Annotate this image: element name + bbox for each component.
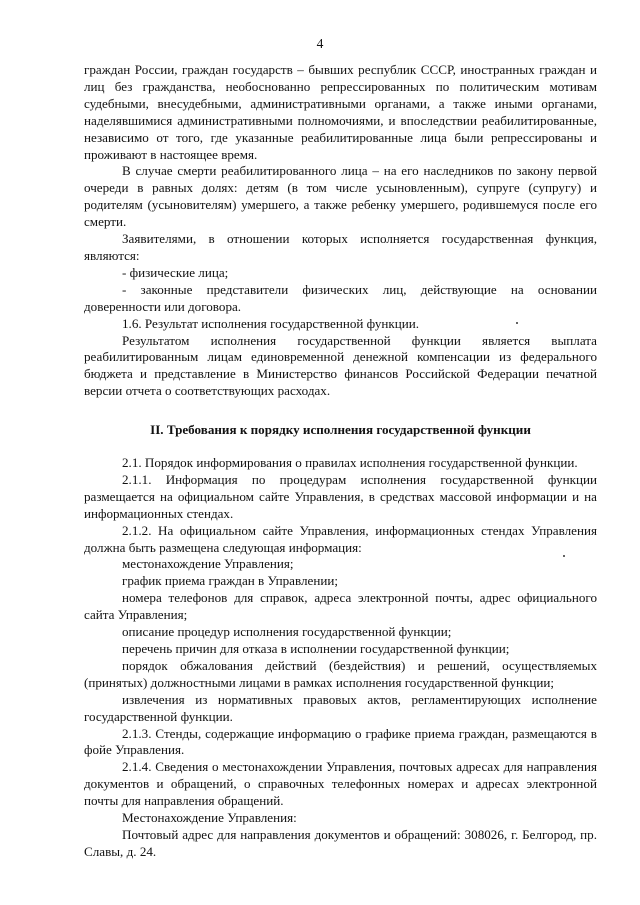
paragraph-location-label: Местонахождение Управления:: [122, 810, 297, 826]
paragraph-2-1-4: 2.1.4. Сведения о местонахождении Управления, почтовых адресах для направления документов и обращений, о справочных телефонных номерах и адресах электронной почты для направления обращений.: [84, 759, 597, 809]
section-heading: II. Требования к порядку исполнения государственной функции: [150, 422, 531, 438]
list-item-individuals: - физические лица;: [122, 264, 229, 280]
paragraph-2-1-2: 2.1.2. На официальном сайте Управления, информационных стендах Управления должна быть размещена следующая информация:: [84, 522, 597, 555]
paragraph-continuation: граждан России, граждан государств – бывших республик СССР, иностранных граждан и лиц без гражданства, необоснованно репрессированных по политическим мотивам судебными, внесудебными, административными органами, а также иными органами, наделявшимися административными полномочиями, и впоследствии реабилитированные, независимо от того, где указанные реабилитированные лица были репрессированы и проживают в настоящее время.: [84, 62, 597, 162]
list-item-location: местонахождение Управления;: [122, 556, 294, 572]
paragraph-result: Результатом исполнения государственной функции является выплата реабилитированным лицам единовременной денежной компенсации из федерального бюджета и представление в Министерство финансов Российской Федерации печатной версии отчета о соответствующих расходах.: [84, 332, 597, 399]
list-item-procedures: описание процедур исполнения государственной функции;: [122, 624, 452, 640]
document-body: [84, 62, 597, 861]
paragraph-2-1-1: 2.1.1. Информация по процедурам исполнения государственной функции размещается на официальном сайте Управления, в средствах массовой информации и на информационных стендах.: [84, 471, 597, 521]
page-number: 4: [316, 36, 324, 51]
list-item-appeal-procedure: порядок обжалования действий (бездействия) и решений, осуществляемых (принятых) должностными лицами в рамках исполнения государственной функции;: [84, 657, 597, 690]
scan-speck: [516, 322, 518, 324]
paragraph-heirs: В случае смерти реабилитированного лица – на его наследников по закону первой очереди в равных долях: детям (в том числе усыновленным), супруге (супругу) и родителям (усыновителям) умершего, а также ребенку умершего, родившемуся после его смерти.: [84, 163, 597, 230]
paragraph-applicants: Заявителями, в отношении которых исполняется государственная функция, являются:: [84, 231, 597, 263]
paragraph-postal-address: Почтовый адрес для направления документов и обращений: 308026, г. Белгород, пр. Славы, д. 24.: [84, 826, 597, 859]
list-item-schedule: график приема граждан в Управлении;: [122, 573, 338, 589]
scan-speck: [563, 555, 565, 557]
list-item-legal-extracts: извлечения из нормативных правовых актов, регламентирующих исполнение государственной функции.: [84, 691, 597, 724]
paragraph-2-1: 2.1. Порядок информирования о правилах исполнения государственной функции.: [122, 455, 578, 471]
paragraph-2-1-3: 2.1.3. Стенды, содержащие информацию о графике приема граждан, размещаются в фойе Управления.: [84, 725, 597, 758]
list-item-representatives: - законные представители физических лиц, действующие на основании доверенности или договора.: [84, 281, 597, 314]
list-item-refusal-reasons: перечень причин для отказа в исполнении государственной функции;: [122, 641, 510, 656]
list-item-contacts: номера телефонов для справок, адреса электронной почты, адрес официального сайта Управления;: [84, 590, 597, 623]
paragraph-section-1-6: 1.6. Результат исполнения государственной функции.: [122, 315, 420, 331]
